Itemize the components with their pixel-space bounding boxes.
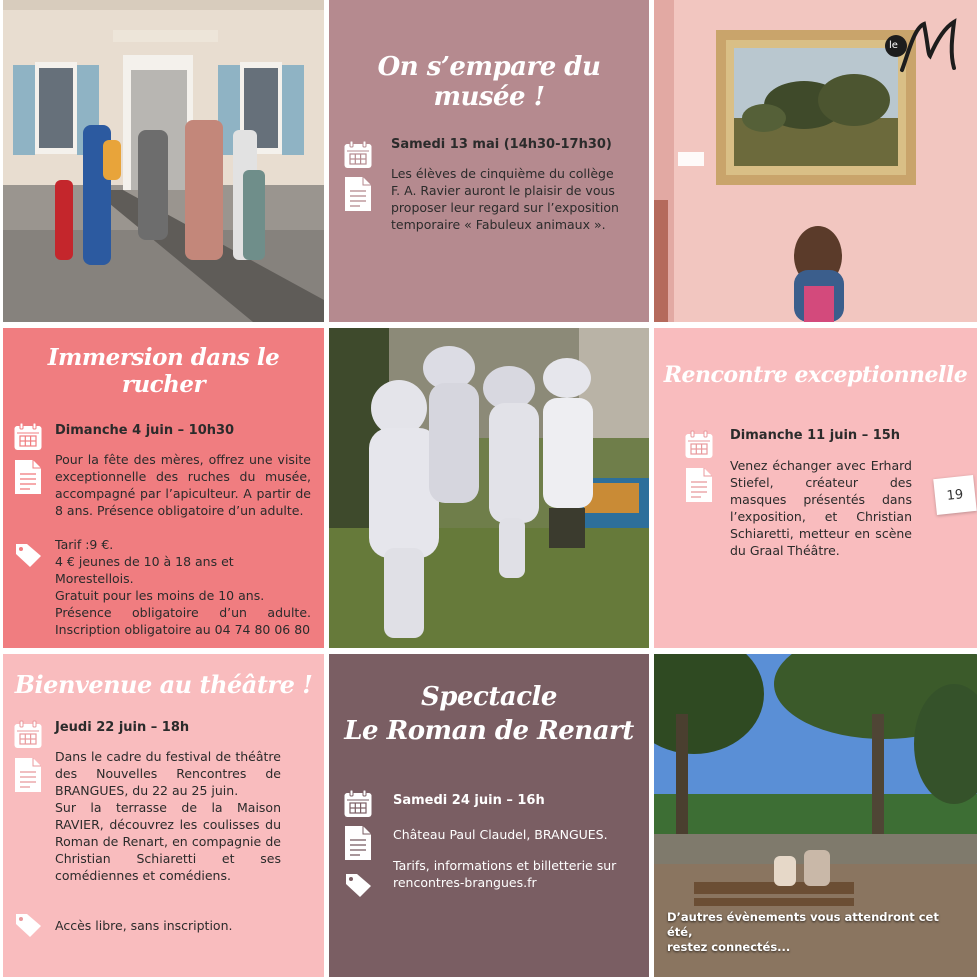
event-title: Rencontre exceptionnelle [663,362,968,388]
document-icon [343,175,373,213]
event-date: Dimanche 4 juin – 10h30 [55,423,235,438]
price-tag-icon [343,872,373,898]
event-date: Dimanche 11 juin – 15h [730,428,901,443]
event-date: Samedi 24 juin – 16h [393,793,545,808]
calendar-icon [343,789,373,819]
document-icon [684,466,714,504]
museum-logo [884,14,964,74]
logo-text: le [889,40,898,51]
event-description: Pour la fête des mères, offrez une visite exceptionnelle des ruches du musée, accompagné par l’apiculteur. A partir de 8 ans. Présence obligatoire d’un adulte. [55,452,311,518]
calendar-icon [684,430,714,460]
page-number: 19 [933,475,977,515]
event-description: Sur la terrasse de la Maison RAVIER, découvrez les coulisses du Roman de Renart, en compagnie de Christian Schiaretti et ses comédiennes et comédiens. [55,800,281,883]
event-date: Jeudi 22 juin – 18h [55,720,190,735]
photo-beekeepers [329,328,649,648]
calendar-icon [13,422,43,452]
document-icon [13,756,43,794]
price-line: Présence obligatoire d’un adulte. [55,605,311,620]
calendar-icon [13,720,43,750]
event-card-show [329,654,649,977]
event-price: Accès libre, sans inscription. [55,918,233,933]
event-subtitle: Le Roman de Renart [344,716,634,746]
price-line: Tarif :9 €. [55,537,114,552]
calendar-icon [343,140,373,170]
photo-museum-visitors [3,0,324,322]
event-card-museum [329,0,649,322]
event-location: Château Paul Claudel, BRANGUES. [393,827,608,842]
event-card-beehive [3,328,324,648]
event-title: On s’empare du musée ! [377,52,601,112]
event-description: Dans le cadre du festival de théâtre des Nouvelles Rencontres de BRANGUES, du 22 au 25 juin. [55,749,281,798]
event-price: Tarifs, informations et billetterie sur rencontres-brangues.fr [393,858,617,890]
event-title: Spectacle [421,682,557,712]
price-line: Inscription obligatoire au 04 74 80 06 80 [55,622,311,637]
event-title: Bienvenue au théâtre ! [14,670,313,699]
event-card-meeting [654,328,977,648]
price-tag-icon [13,912,43,938]
price-line: 4 € jeunes de 10 à 18 ans et Morestellois. [55,554,234,586]
event-card-theatre [3,654,324,977]
price-line: Gratuit pour les moins de 10 ans. [55,588,265,603]
document-icon [343,824,373,862]
event-date: Samedi 13 mai (14h30-17h30) [391,137,612,152]
caption-line: D’autres évènements vous attendront cet été, [667,910,939,939]
event-description: Venez échanger avec Erhard Stiefel, créateur des masques présentés dans l’exposition, et Christian Schiaretti, metteur en scène du Graal Théâtre. [730,458,912,558]
price-tag-icon [13,542,43,568]
photo-park-bench [654,654,977,977]
event-title: Immersion dans le rucher [47,344,280,398]
document-icon [13,458,43,496]
caption-line: restez connectés... [667,940,791,954]
event-description: Les élèves de cinquième du collège F. A. Ravier auront le plaisir de vous proposer leur regard sur l’exposition temporaire « Fabuleux animaux ». [391,166,619,232]
